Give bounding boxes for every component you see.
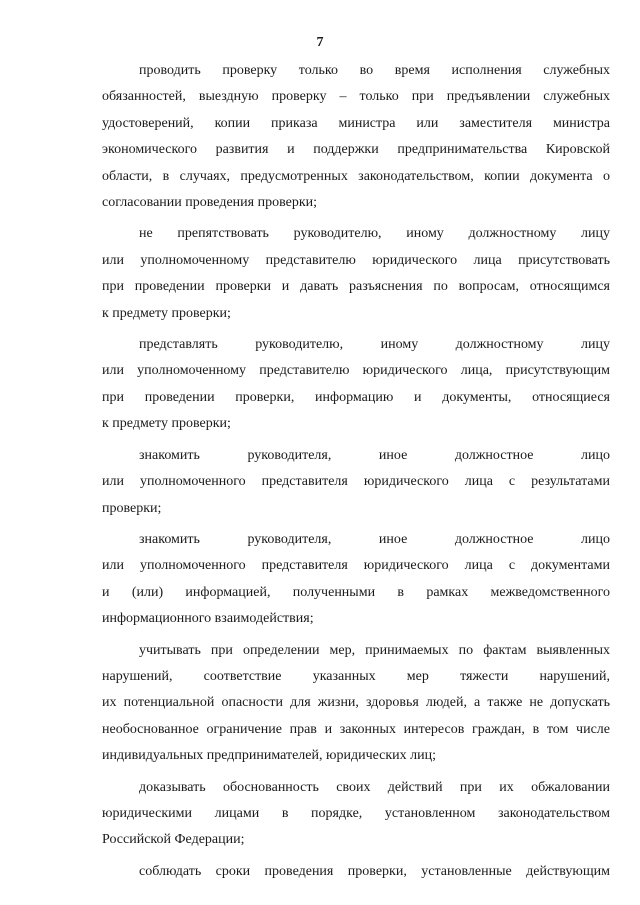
text-line: знакомить руководителя, иное должностное лицо bbox=[139, 531, 610, 547]
paragraph-prove-validity bbox=[102, 775, 610, 854]
text-line: при проведении проверки, информацию и документы, относящиеся bbox=[102, 389, 610, 405]
paragraph-provide-information bbox=[102, 332, 610, 438]
text-line: области, в случаях, предусмотренных законодательством, копии документа о bbox=[102, 168, 610, 184]
text-line: или уполномоченному представителю юридического лица, присутствующим bbox=[102, 363, 610, 379]
text-line: соблюдать сроки проведения проверки, установленные действующим bbox=[139, 863, 610, 879]
text-line: Российской Федерации; bbox=[102, 832, 245, 848]
paragraph-observe-deadlines bbox=[102, 859, 610, 885]
text-line: экономического развития и поддержки предпринимательства Кировской bbox=[102, 142, 610, 158]
text-line: или уполномоченному представителю юридического лица присутствовать bbox=[102, 252, 610, 268]
text-line: не препятствовать руководителю, иному должностному лицу bbox=[139, 226, 610, 242]
paragraph-not-obstruct bbox=[102, 221, 610, 327]
text-line: доказывать обоснованность своих действий при их обжаловании bbox=[139, 779, 610, 795]
paragraph-acquaint-results bbox=[102, 443, 610, 522]
text-line: удостоверений, копии приказа министра или заместителя министра bbox=[102, 115, 610, 131]
text-line: или уполномоченного представителя юридического лица с результатами bbox=[102, 474, 610, 490]
text-line: к предмету проверки; bbox=[102, 305, 231, 321]
text-line: проверки; bbox=[102, 500, 162, 516]
document-body bbox=[102, 58, 610, 890]
text-line: согласовании проведения проверки; bbox=[102, 195, 318, 211]
text-line: необоснованное ограничение прав и законных интересов граждан, в том числе bbox=[102, 721, 610, 737]
text-line: при проведении проверки и давать разъяснения по вопросам, относящимся bbox=[102, 279, 610, 295]
text-line: индивидуальных предпринимателей, юридических лиц; bbox=[102, 748, 437, 764]
text-line: знакомить руководителя, иное должностное лицо bbox=[139, 447, 610, 463]
page-number: 7 bbox=[316, 35, 324, 50]
text-line: информационного взаимодействия; bbox=[102, 611, 314, 627]
paragraph-conduct-inspection bbox=[102, 58, 610, 216]
text-line: нарушений, соответствие указанных мер тяжести нарушений, bbox=[102, 668, 610, 684]
text-line: юридическими лицами в порядке, установленном законодательством bbox=[102, 805, 610, 821]
text-line: учитывать при определении мер, принимаемых по фактам выявленных bbox=[139, 642, 610, 658]
text-line: или уполномоченного представителя юридического лица с документами bbox=[102, 558, 610, 574]
text-line: их потенциальной опасности для жизни, здоровья людей, а также не допускать bbox=[102, 695, 610, 711]
text-line: представлять руководителю, иному должностному лицу bbox=[139, 337, 610, 353]
text-line: и (или) информацией, полученными в рамках межведомственного bbox=[102, 584, 610, 600]
text-line: проводить проверку только во время исполнения служебных bbox=[139, 63, 610, 78]
text-line: к предмету проверки; bbox=[102, 416, 231, 432]
text-line: обязанностей, выездную проверку – только при предъявлении служебных bbox=[102, 89, 610, 105]
paragraph-consider-measures bbox=[102, 638, 610, 770]
paragraph-acquaint-documents bbox=[102, 527, 610, 633]
